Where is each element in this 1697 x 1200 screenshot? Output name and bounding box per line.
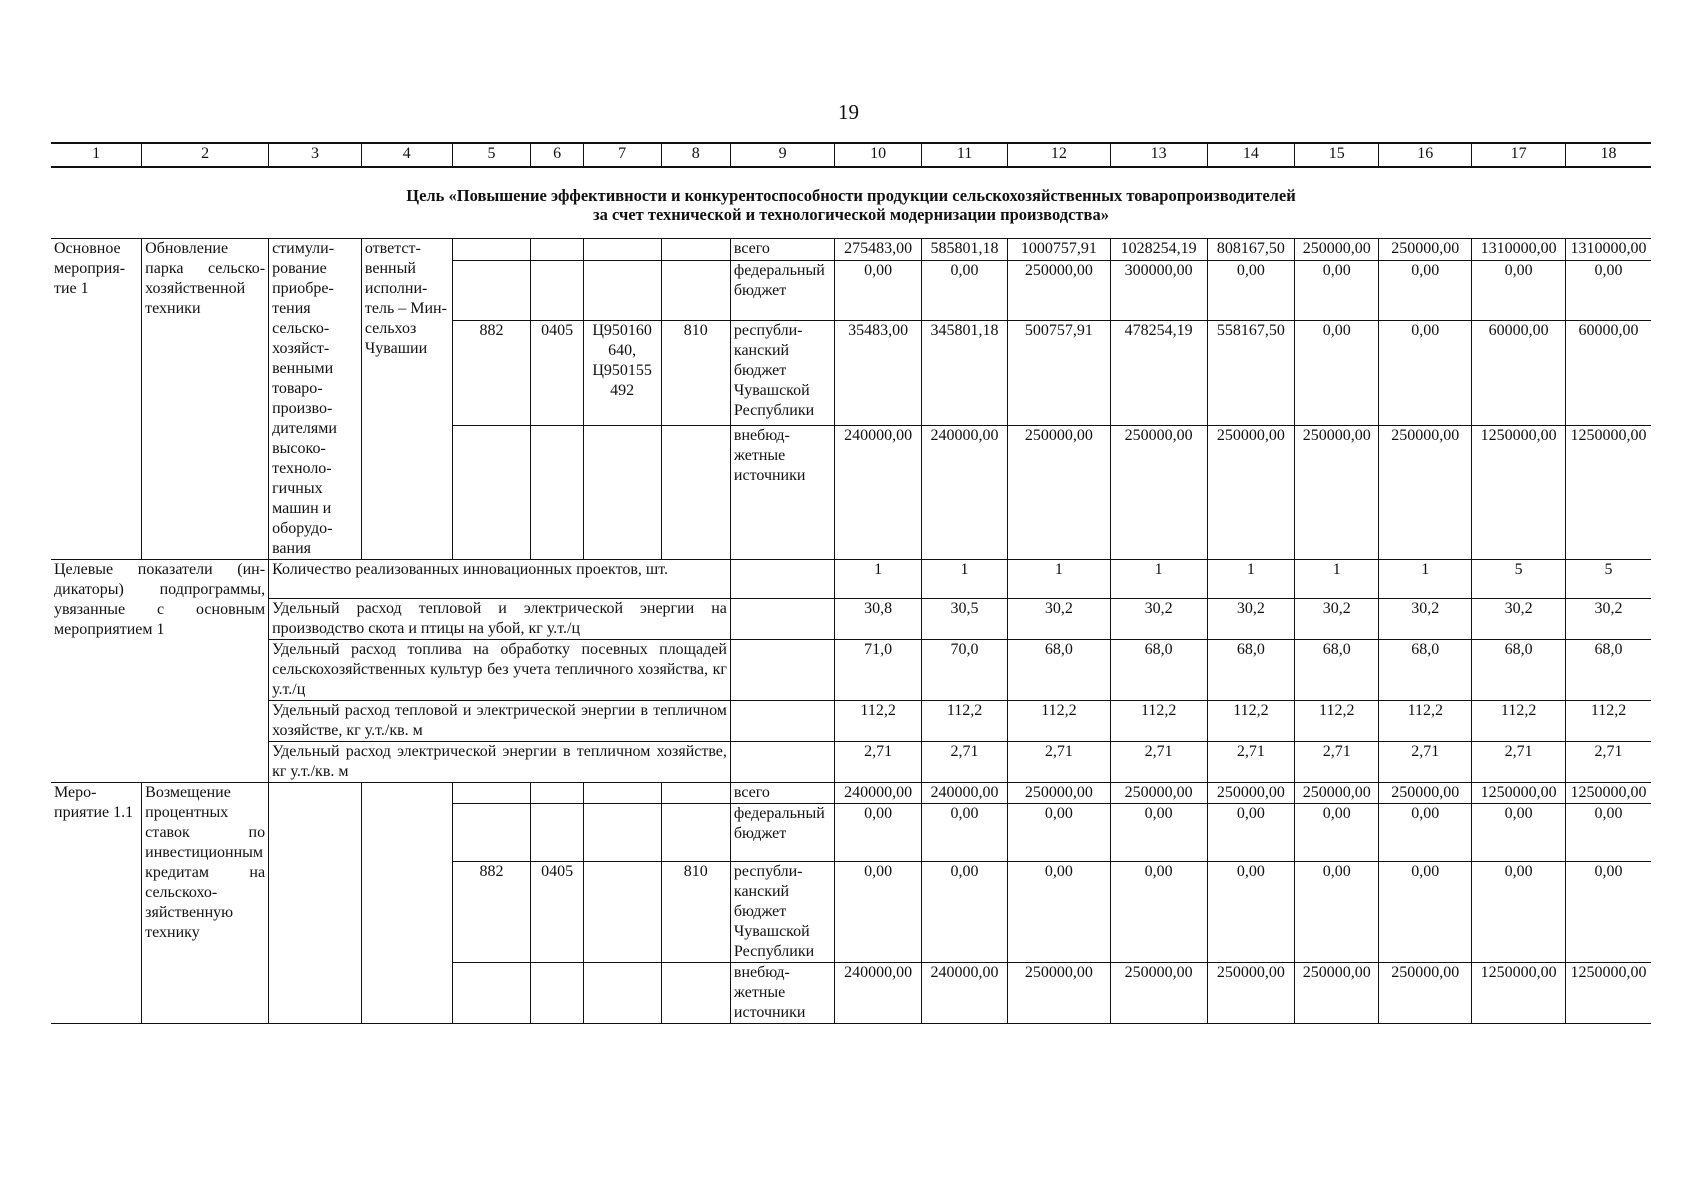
year-value: 500757,91 <box>1008 321 1110 426</box>
year-value: 250000,00 <box>1295 425 1379 559</box>
year-value: 585801,18 <box>921 239 1007 261</box>
column-number: 9 <box>730 143 835 167</box>
activity-1-block <box>51 239 1651 560</box>
indicator-name: Удельный расход электрической энергии в тепличном хозяйстве, кг у.т./кв. м <box>269 742 731 783</box>
year-value: 0,00 <box>1379 862 1472 963</box>
funding-source: внебюджетные источники <box>730 963 835 1024</box>
column-number: 13 <box>1110 143 1207 167</box>
column-number: 7 <box>583 143 661 167</box>
year-value: 240000,00 <box>835 963 921 1024</box>
year-value: 0,00 <box>1472 804 1566 862</box>
year-value: 275483,00 <box>835 239 921 261</box>
year-value: 0,00 <box>1207 260 1294 320</box>
year-value: 0,00 <box>1008 862 1110 963</box>
indicator-blank <box>730 701 835 742</box>
indicator-value: 30,5 <box>921 599 1007 640</box>
csr-code <box>583 804 661 862</box>
year-value: 240000,00 <box>921 425 1007 559</box>
indicator-row <box>51 742 1651 783</box>
indicator-value: 1 <box>1110 560 1207 599</box>
column-number: 18 <box>1566 143 1651 167</box>
csr-code <box>583 260 661 320</box>
year-value: 0,00 <box>835 862 921 963</box>
indicator-value: 68,0 <box>1295 640 1379 701</box>
indicator-value: 2,71 <box>1110 742 1207 783</box>
funding-source: всего <box>730 239 835 261</box>
year-value: 250000,00 <box>1379 963 1472 1024</box>
year-value: 240000,00 <box>835 783 921 804</box>
table-row <box>51 783 1651 804</box>
indicator-value: 30,2 <box>1110 599 1207 640</box>
csr-code <box>583 783 661 804</box>
indicator-value: 2,71 <box>1295 742 1379 783</box>
indicator-value: 1 <box>1207 560 1294 599</box>
indicator-value: 2,71 <box>835 742 921 783</box>
year-value: 0,00 <box>1379 804 1472 862</box>
year-value: 0,00 <box>1110 804 1207 862</box>
year-value: 1250000,00 <box>1566 963 1651 1024</box>
vr-code: 810 <box>661 862 730 963</box>
year-value: 0,00 <box>1295 321 1379 426</box>
year-value: 0,00 <box>1295 804 1379 862</box>
indicator-value: 68,0 <box>1472 640 1566 701</box>
year-value: 250000,00 <box>1379 425 1472 559</box>
funding-source: республиканский бюджет Чувашской Республики <box>730 862 835 963</box>
year-value: 0,00 <box>1379 321 1472 426</box>
year-value: 250000,00 <box>1295 783 1379 804</box>
year-value: 250000,00 <box>1295 963 1379 1024</box>
year-value: 0,00 <box>835 260 921 320</box>
indicator-value: 30,2 <box>1008 599 1110 640</box>
table-row <box>51 239 1651 261</box>
column-number: 1 <box>51 143 142 167</box>
year-value: 0,00 <box>1295 862 1379 963</box>
year-value: 60000,00 <box>1566 321 1651 426</box>
csr-code: Ц950160 640, Ц950155 492 <box>583 321 661 426</box>
indicator-name: Удельный расход тепловой и электрической энергии в тепличном хозяйстве, кг у.т./кв. м <box>269 701 731 742</box>
indicator-value: 30,2 <box>1295 599 1379 640</box>
year-value: 35483,00 <box>835 321 921 426</box>
activity-task: стимулирование приобретения сельскохозяйственными товаропроизводителями высокотехнологичных машин и оборудования <box>269 239 362 560</box>
column-number: 6 <box>531 143 583 167</box>
vr-code <box>661 239 730 261</box>
activity-name: Возмещение процентных ставок по инвестиционным кредитам на сельскохозяйственную технику <box>142 783 269 1024</box>
vr-code <box>661 963 730 1024</box>
year-value: 0,00 <box>835 804 921 862</box>
grbs-code <box>452 425 531 559</box>
rzpr-code <box>531 239 583 261</box>
year-value: 240000,00 <box>921 963 1007 1024</box>
indicator-value: 112,2 <box>1472 701 1566 742</box>
year-value: 0,00 <box>1566 260 1651 320</box>
funding-source: федеральный бюджет <box>730 804 835 862</box>
goal-heading-line2: за счет технической и технологической модернизации производства» <box>593 205 1109 224</box>
indicator-value: 112,2 <box>1207 701 1294 742</box>
indicator-value: 1 <box>1295 560 1379 599</box>
funding-source: федеральный бюджет <box>730 260 835 320</box>
year-value: 250000,00 <box>1207 425 1294 559</box>
year-value: 1028254,19 <box>1110 239 1207 261</box>
indicator-value: 2,71 <box>921 742 1007 783</box>
year-value: 240000,00 <box>835 425 921 559</box>
indicator-name: Удельный расход топлива на обработку посевных площадей сельскохозяйственных культур без учета тепличного хозяйства, кг у.т./ц <box>269 640 731 701</box>
indicator-value: 112,2 <box>1379 701 1472 742</box>
year-value: 1000757,91 <box>1008 239 1110 261</box>
year-value: 250000,00 <box>1207 963 1294 1024</box>
year-value: 0,00 <box>1008 804 1110 862</box>
grbs-code <box>452 783 531 804</box>
goal-heading <box>51 186 1651 239</box>
year-value: 1250000,00 <box>1566 783 1651 804</box>
indicator-value: 30,2 <box>1207 599 1294 640</box>
indicator-value: 30,2 <box>1472 599 1566 640</box>
indicator-value: 68,0 <box>1207 640 1294 701</box>
budget-table <box>51 142 1651 1024</box>
indicator-value: 68,0 <box>1566 640 1651 701</box>
goal-heading-line1: Цель «Повышение эффективности и конкурентоспособности продукции сельскохозяйственных товаропроизводителей <box>406 186 1296 205</box>
rzpr-code: 0405 <box>531 321 583 426</box>
year-value: 1310000,00 <box>1472 239 1566 261</box>
column-number: 2 <box>142 143 269 167</box>
year-value: 1250000,00 <box>1472 425 1566 559</box>
activity-task <box>269 783 362 1024</box>
column-number: 4 <box>361 143 452 167</box>
activity-1-1-block <box>51 783 1651 1024</box>
indicator-value: 112,2 <box>921 701 1007 742</box>
column-number: 11 <box>921 143 1007 167</box>
csr-code <box>583 239 661 261</box>
indicator-value: 30,8 <box>835 599 921 640</box>
grbs-code: 882 <box>452 321 531 426</box>
indicator-value: 2,71 <box>1472 742 1566 783</box>
year-value: 240000,00 <box>921 783 1007 804</box>
indicator-row <box>51 560 1651 599</box>
year-value: 300000,00 <box>1110 260 1207 320</box>
indicator-value: 112,2 <box>835 701 921 742</box>
grbs-code <box>452 804 531 862</box>
indicator-value: 2,71 <box>1008 742 1110 783</box>
indicator-name: Удельный расход тепловой и электрической энергии на производство скота и птицы на убой, кг у.т./ц <box>269 599 731 640</box>
year-value: 1310000,00 <box>1566 239 1651 261</box>
year-value: 0,00 <box>1566 862 1651 963</box>
indicator-blank <box>730 560 835 599</box>
activity-executor <box>361 783 452 1024</box>
rzpr-code <box>531 804 583 862</box>
year-value: 808167,50 <box>1207 239 1294 261</box>
year-value: 250000,00 <box>1379 239 1472 261</box>
grbs-code <box>452 239 531 261</box>
indicator-value: 1 <box>1008 560 1110 599</box>
indicator-value: 112,2 <box>1295 701 1379 742</box>
column-number: 5 <box>452 143 531 167</box>
year-value: 250000,00 <box>1008 425 1110 559</box>
funding-source: внебюджетные источники <box>730 425 835 559</box>
indicator-blank <box>730 742 835 783</box>
indicator-value: 70,0 <box>921 640 1007 701</box>
funding-source: республиканский бюджет Чувашской Республики <box>730 321 835 426</box>
vr-code <box>661 783 730 804</box>
indicator-value: 30,2 <box>1379 599 1472 640</box>
indicator-value: 2,71 <box>1566 742 1651 783</box>
vr-code <box>661 260 730 320</box>
year-value: 250000,00 <box>1379 783 1472 804</box>
indicator-row <box>51 640 1651 701</box>
indicator-name: Количество реализованных инновационных проектов, шт. <box>269 560 731 599</box>
year-value: 250000,00 <box>1110 783 1207 804</box>
year-value: 250000,00 <box>1110 425 1207 559</box>
column-number: 15 <box>1295 143 1379 167</box>
year-value: 250000,00 <box>1008 260 1110 320</box>
rzpr-code <box>531 425 583 559</box>
indicator-value: 30,2 <box>1566 599 1651 640</box>
activity-type: Основное мероприятие 1 <box>51 239 142 560</box>
year-value: 345801,18 <box>921 321 1007 426</box>
year-value: 250000,00 <box>1008 783 1110 804</box>
year-value: 558167,50 <box>1207 321 1294 426</box>
column-number: 3 <box>269 143 362 167</box>
indicator-value: 2,71 <box>1379 742 1472 783</box>
column-number: 16 <box>1379 143 1472 167</box>
indicator-row <box>51 599 1651 640</box>
funding-source: всего <box>730 783 835 804</box>
indicators-label: Целевые показатели (индикаторы) подпрограммы, увязанные с основным мероприятием 1 <box>51 560 269 783</box>
column-number: 17 <box>1472 143 1566 167</box>
activity-name: Обновление парка сельскохозяйственной техники <box>142 239 269 560</box>
year-value: 1250000,00 <box>1566 425 1651 559</box>
year-value: 0,00 <box>1207 804 1294 862</box>
activity-type: Мероприятие 1.1 <box>51 783 142 1024</box>
indicator-blank <box>730 599 835 640</box>
indicators-block <box>51 560 1651 783</box>
vr-code: 810 <box>661 321 730 426</box>
indicator-value: 68,0 <box>1008 640 1110 701</box>
indicator-value: 2,71 <box>1207 742 1294 783</box>
year-value: 250000,00 <box>1008 963 1110 1024</box>
indicator-value: 5 <box>1566 560 1651 599</box>
page-number: 19 <box>838 100 859 124</box>
indicator-value: 68,0 <box>1379 640 1472 701</box>
year-value: 60000,00 <box>1472 321 1566 426</box>
year-value: 0,00 <box>1295 260 1379 320</box>
vr-code <box>661 804 730 862</box>
csr-code <box>583 862 661 963</box>
year-value: 0,00 <box>921 862 1007 963</box>
year-value: 0,00 <box>1110 862 1207 963</box>
indicator-value: 68,0 <box>1110 640 1207 701</box>
rzpr-code <box>531 963 583 1024</box>
column-numbers <box>51 143 1651 167</box>
year-value: 0,00 <box>1207 862 1294 963</box>
indicator-value: 112,2 <box>1008 701 1110 742</box>
year-value: 0,00 <box>921 260 1007 320</box>
grbs-code <box>452 963 531 1024</box>
indicator-value: 1 <box>1379 560 1472 599</box>
rzpr-code: 0405 <box>531 862 583 963</box>
year-value: 250000,00 <box>1110 963 1207 1024</box>
column-number: 8 <box>661 143 730 167</box>
year-value: 0,00 <box>921 804 1007 862</box>
year-value: 1250000,00 <box>1472 783 1566 804</box>
indicator-value: 71,0 <box>835 640 921 701</box>
indicator-value: 112,2 <box>1566 701 1651 742</box>
year-value: 1250000,00 <box>1472 963 1566 1024</box>
year-value: 0,00 <box>1472 862 1566 963</box>
year-value: 250000,00 <box>1295 239 1379 261</box>
rzpr-code <box>531 783 583 804</box>
column-number-row <box>51 143 1651 239</box>
rzpr-code <box>531 260 583 320</box>
csr-code <box>583 963 661 1024</box>
indicator-value: 5 <box>1472 560 1566 599</box>
grbs-code <box>452 260 531 320</box>
year-value: 0,00 <box>1566 804 1651 862</box>
grbs-code: 882 <box>452 862 531 963</box>
column-number: 14 <box>1207 143 1294 167</box>
column-number: 10 <box>835 143 921 167</box>
indicator-value: 1 <box>921 560 1007 599</box>
csr-code <box>583 425 661 559</box>
year-value: 250000,00 <box>1207 783 1294 804</box>
indicator-blank <box>730 640 835 701</box>
year-value: 0,00 <box>1472 260 1566 320</box>
activity-executor: ответственный исполнитель – Минсельхоз Чувашии <box>361 239 452 560</box>
year-value: 0,00 <box>1379 260 1472 320</box>
indicator-value: 112,2 <box>1110 701 1207 742</box>
column-number: 12 <box>1008 143 1110 167</box>
indicator-value: 1 <box>835 560 921 599</box>
year-value: 478254,19 <box>1110 321 1207 426</box>
indicator-row <box>51 701 1651 742</box>
vr-code <box>661 425 730 559</box>
